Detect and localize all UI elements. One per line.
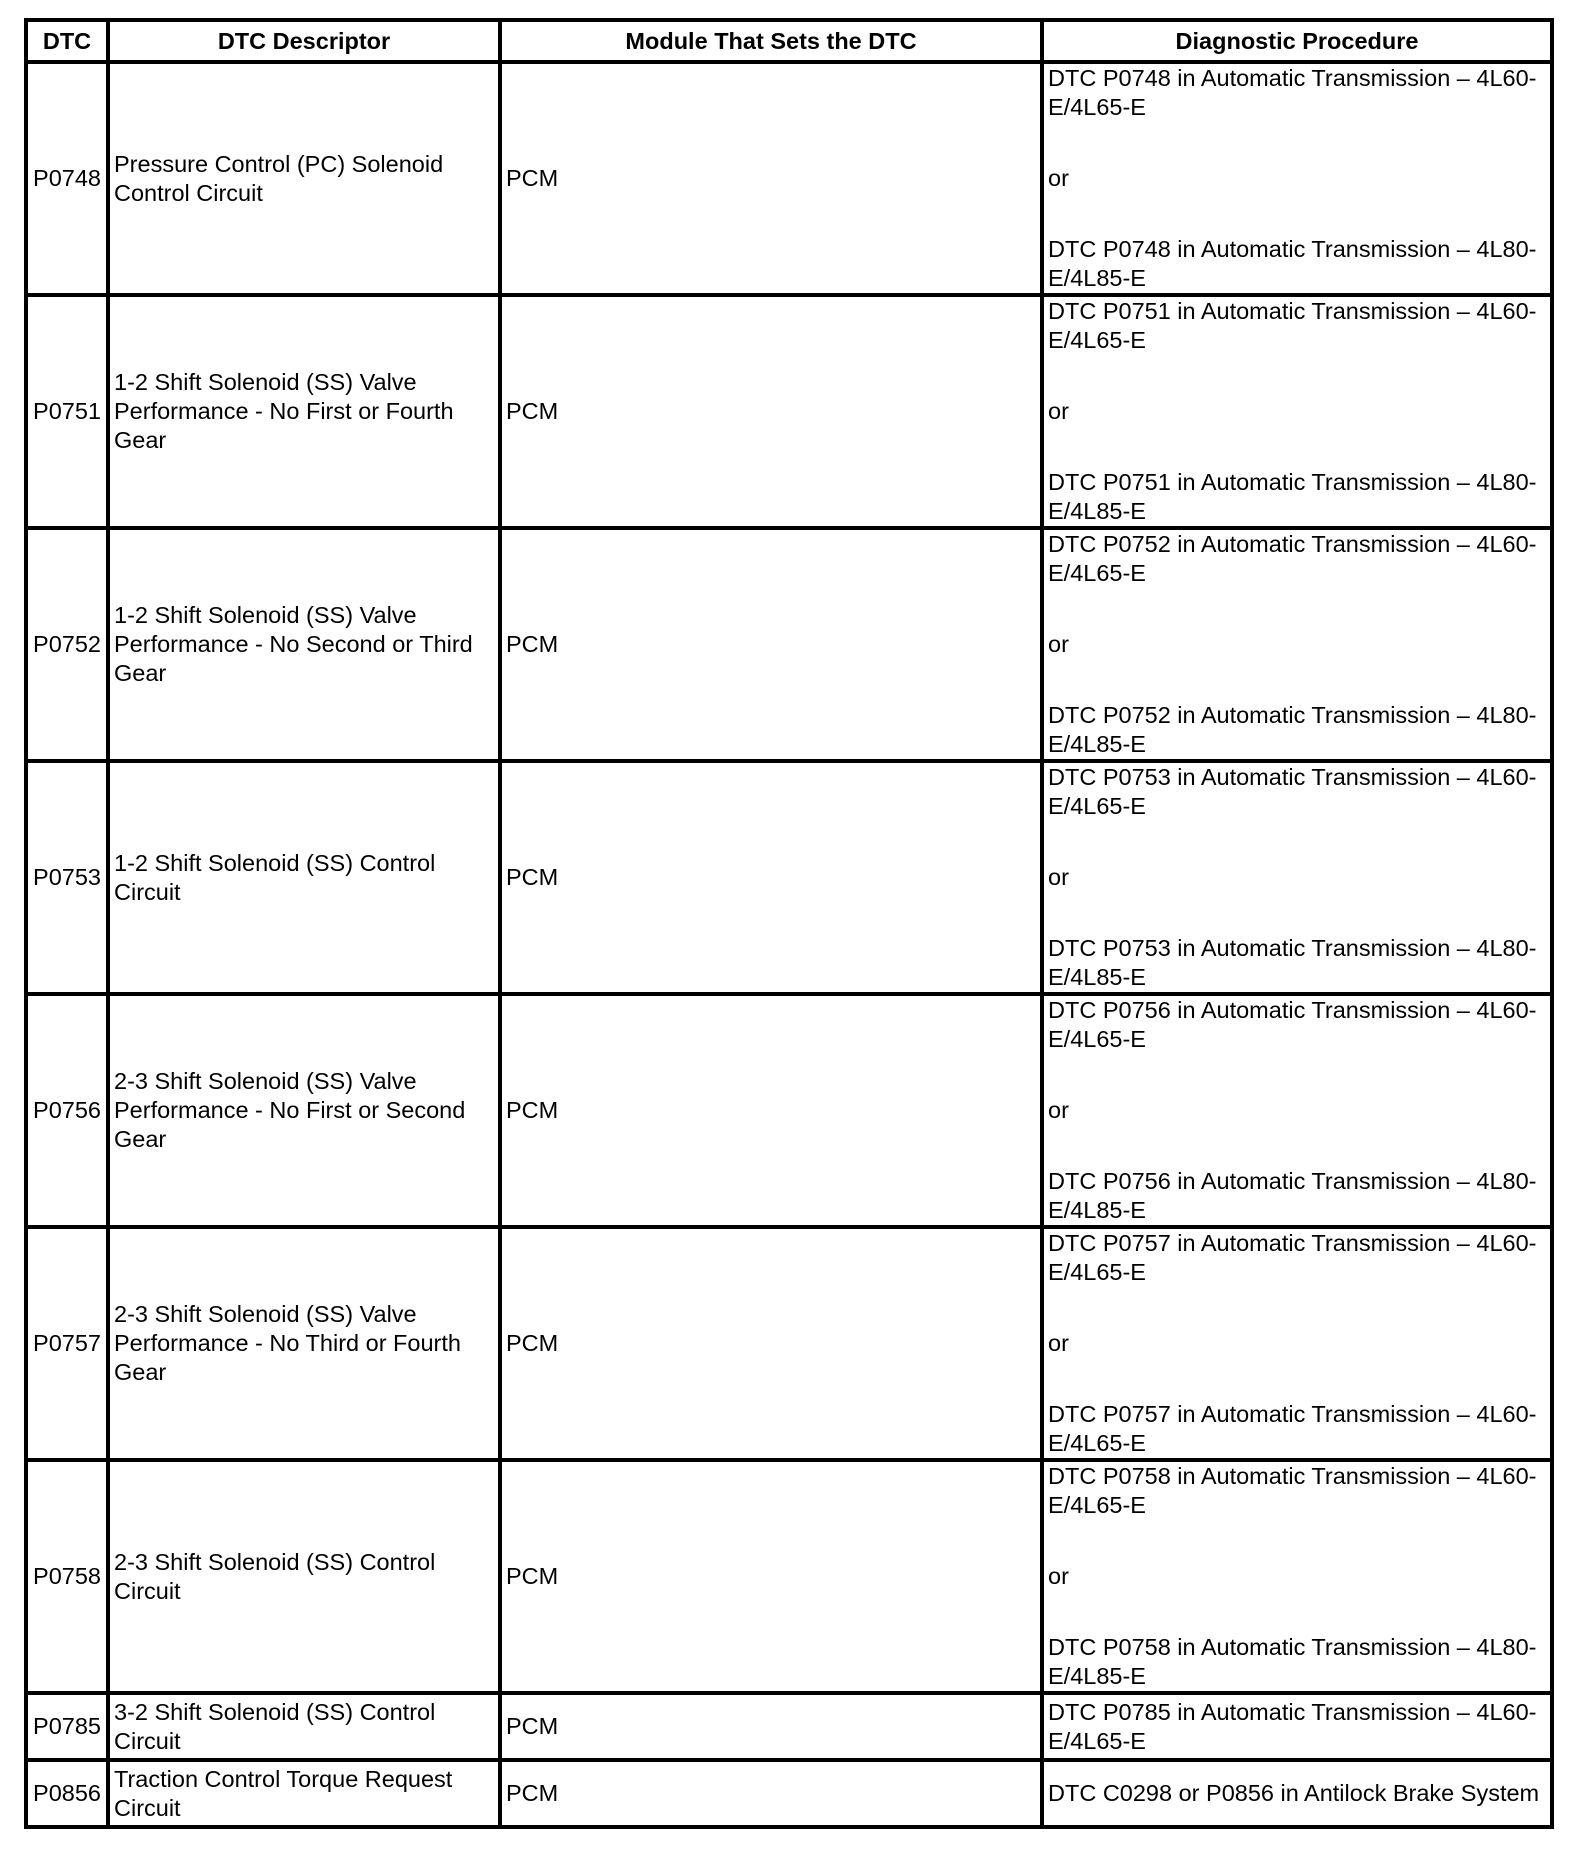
table-row bbox=[26, 994, 1552, 1227]
header-dtc: DTC bbox=[26, 20, 108, 62]
procedure-link[interactable]: DTC C0298 or P0856 in Antilock Brake System bbox=[1048, 1780, 1540, 1806]
diagnostic-procedure bbox=[1042, 1693, 1552, 1760]
dtc-table bbox=[24, 18, 1554, 1829]
procedure-link[interactable]: DTC P0753 in Automatic Transmission – 4L60-E/4L65-E bbox=[1048, 764, 1537, 819]
procedure-link[interactable]: DTC P0748 in Automatic Transmission – 4L80-E/4L85-E bbox=[1048, 236, 1537, 291]
dtc-descriptor: 3-2 Shift Solenoid (SS) Control Circuit bbox=[108, 1693, 500, 1760]
module-name: PCM bbox=[500, 1760, 1042, 1827]
table-row bbox=[26, 1227, 1552, 1460]
diagnostic-procedure bbox=[1042, 295, 1552, 528]
procedure-link[interactable]: DTC P0751 in Automatic Transmission – 4L60-E/4L65-E bbox=[1048, 298, 1537, 353]
dtc-descriptor: 1-2 Shift Solenoid (SS) Valve Performance - No Second or Third Gear bbox=[108, 528, 500, 761]
table-header-row bbox=[26, 20, 1552, 62]
dtc-descriptor: 1-2 Shift Solenoid (SS) Valve Performance - No First or Fourth Gear bbox=[108, 295, 500, 528]
procedure-or: or bbox=[1048, 631, 1069, 657]
procedure-or: or bbox=[1048, 165, 1069, 191]
module-name: PCM bbox=[500, 1460, 1042, 1693]
module-name: PCM bbox=[500, 761, 1042, 994]
header-module: Module That Sets the DTC bbox=[500, 20, 1042, 62]
procedure-or: or bbox=[1048, 1563, 1069, 1589]
procedure-link[interactable]: DTC P0758 in Automatic Transmission – 4L80-E/4L85-E bbox=[1048, 1634, 1537, 1689]
dtc-code: P0756 bbox=[26, 994, 108, 1227]
dtc-descriptor: 1-2 Shift Solenoid (SS) Control Circuit bbox=[108, 761, 500, 994]
diagnostic-procedure bbox=[1042, 994, 1552, 1227]
dtc-descriptor: Pressure Control (PC) Solenoid Control Circuit bbox=[108, 62, 500, 295]
dtc-descriptor: 2-3 Shift Solenoid (SS) Valve Performance - No Third or Fourth Gear bbox=[108, 1227, 500, 1460]
diagnostic-procedure bbox=[1042, 62, 1552, 295]
module-name: PCM bbox=[500, 1693, 1042, 1760]
procedure-link[interactable]: DTC P0758 in Automatic Transmission – 4L60-E/4L65-E bbox=[1048, 1463, 1537, 1518]
dtc-descriptor: Traction Control Torque Request Circuit bbox=[108, 1760, 500, 1827]
procedure-or: or bbox=[1048, 1097, 1069, 1123]
dtc-descriptor: 2-3 Shift Solenoid (SS) Valve Performance - No First or Second Gear bbox=[108, 994, 500, 1227]
procedure-link[interactable]: DTC P0748 in Automatic Transmission – 4L60-E/4L65-E bbox=[1048, 65, 1537, 120]
procedure-link[interactable]: DTC P0756 in Automatic Transmission – 4L60-E/4L65-E bbox=[1048, 997, 1537, 1052]
dtc-code: P0753 bbox=[26, 761, 108, 994]
header-descriptor: DTC Descriptor bbox=[108, 20, 500, 62]
procedure-or: or bbox=[1048, 398, 1069, 424]
procedure-or: or bbox=[1048, 1330, 1069, 1356]
header-procedure: Diagnostic Procedure bbox=[1042, 20, 1552, 62]
module-name: PCM bbox=[500, 994, 1042, 1227]
module-name: PCM bbox=[500, 528, 1042, 761]
module-name: PCM bbox=[500, 295, 1042, 528]
module-name: PCM bbox=[500, 62, 1042, 295]
procedure-link[interactable]: DTC P0752 in Automatic Transmission – 4L60-E/4L65-E bbox=[1048, 531, 1537, 586]
procedure-link[interactable]: DTC P0753 in Automatic Transmission – 4L80-E/4L85-E bbox=[1048, 935, 1537, 990]
dtc-code: P0856 bbox=[26, 1760, 108, 1827]
dtc-descriptor: 2-3 Shift Solenoid (SS) Control Circuit bbox=[108, 1460, 500, 1693]
dtc-code: P0748 bbox=[26, 62, 108, 295]
dtc-code: P0757 bbox=[26, 1227, 108, 1460]
procedure-or: or bbox=[1048, 864, 1069, 890]
dtc-code: P0758 bbox=[26, 1460, 108, 1693]
procedure-link[interactable]: DTC P0785 in Automatic Transmission – 4L60-E/4L65-E bbox=[1048, 1698, 1537, 1754]
table-row bbox=[26, 1693, 1552, 1760]
table-row bbox=[26, 62, 1552, 295]
diagnostic-procedure bbox=[1042, 1227, 1552, 1460]
table-row bbox=[26, 1460, 1552, 1693]
procedure-link[interactable]: DTC P0751 in Automatic Transmission – 4L80-E/4L85-E bbox=[1048, 469, 1537, 524]
dtc-code: P0785 bbox=[26, 1693, 108, 1760]
table-row bbox=[26, 761, 1552, 994]
table-row bbox=[26, 295, 1552, 528]
dtc-code: P0752 bbox=[26, 528, 108, 761]
table-row bbox=[26, 1760, 1552, 1827]
diagnostic-procedure bbox=[1042, 1460, 1552, 1693]
table-row bbox=[26, 528, 1552, 761]
diagnostic-procedure bbox=[1042, 761, 1552, 994]
procedure-link[interactable]: DTC P0752 in Automatic Transmission – 4L80-E/4L85-E bbox=[1048, 702, 1537, 757]
dtc-code: P0751 bbox=[26, 295, 108, 528]
diagnostic-procedure bbox=[1042, 528, 1552, 761]
procedure-link[interactable]: DTC P0757 in Automatic Transmission – 4L60-E/4L65-E bbox=[1048, 1401, 1537, 1456]
diagnostic-procedure bbox=[1042, 1760, 1552, 1827]
procedure-link[interactable]: DTC P0756 in Automatic Transmission – 4L80-E/4L85-E bbox=[1048, 1168, 1537, 1223]
procedure-link[interactable]: DTC P0757 in Automatic Transmission – 4L60-E/4L65-E bbox=[1048, 1230, 1537, 1285]
module-name: PCM bbox=[500, 1227, 1042, 1460]
